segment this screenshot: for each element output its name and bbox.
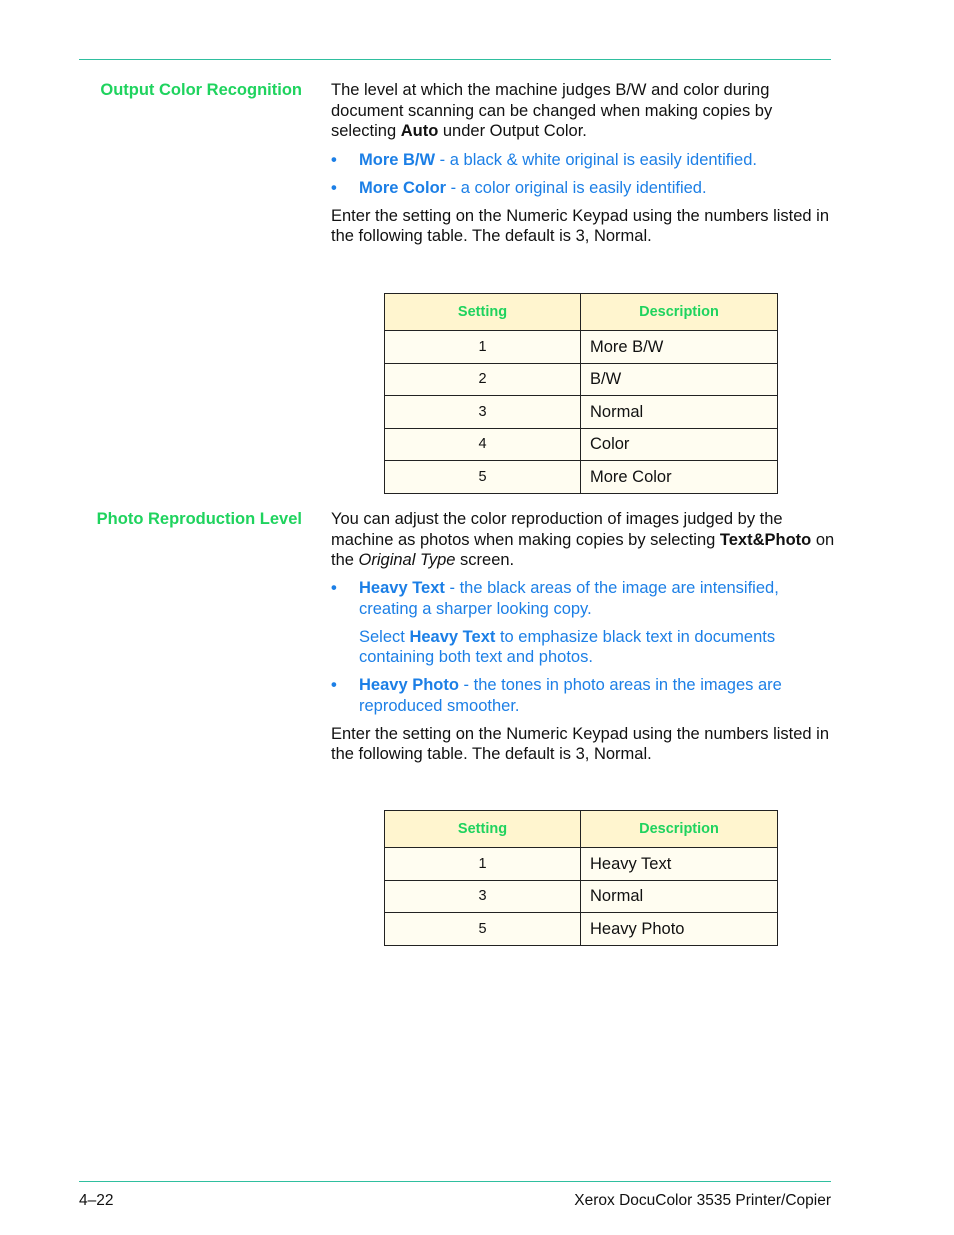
- note-text: to emphasize black text in documents containing both text and photos.: [359, 627, 776, 666]
- bullet-text: - a black & white original is easily identified.: [435, 150, 757, 169]
- table-header-row: [385, 294, 778, 331]
- note-text: Select: [359, 627, 410, 646]
- outro-paragraph: Enter the setting on the Numeric Keypad using the numbers listed in the following table. The default is 3, Normal.: [331, 724, 830, 763]
- page-number: 4–22: [79, 1192, 114, 1209]
- bullet-text: - a color original is easily identified.: [446, 178, 707, 197]
- settings-table-photo-reproduction: [384, 810, 778, 946]
- table-row: [385, 331, 778, 364]
- table-row: [385, 848, 778, 881]
- table-row: [385, 428, 778, 461]
- table-row: [385, 363, 778, 396]
- description-cell: More Color: [581, 461, 778, 494]
- description-cell: B/W: [581, 363, 778, 396]
- section-body-output-color-recognition: [331, 80, 836, 247]
- bullet-item: [331, 178, 836, 199]
- bullet-term: Heavy Text: [359, 579, 445, 597]
- intro-paragraph: [331, 80, 836, 142]
- intro-paragraph: [331, 509, 836, 571]
- outro-paragraph: Enter the setting on the Numeric Keypad using the numbers listed in the following table. The default is 3, Normal.: [331, 206, 830, 245]
- bullet-note: [331, 627, 836, 668]
- setting-cell: 2: [385, 363, 581, 396]
- setting-cell: 1: [385, 331, 581, 364]
- bullet-term: Heavy Photo: [359, 676, 459, 694]
- setting-cell: 1: [385, 848, 581, 881]
- intro-text: on the: [331, 530, 835, 569]
- bullet-text: - the tones in photo areas in the images are reproduced smoother.: [359, 676, 782, 715]
- section-heading-photo-reproduction-level: Photo Reproduction Level: [96, 510, 302, 528]
- intro-text: under Output Color.: [438, 122, 587, 140]
- bullet-text: - the black areas of the image are intensified, creating a sharper looking copy.: [359, 579, 779, 618]
- header-rule: [79, 59, 831, 60]
- description-cell: Heavy Text: [581, 848, 778, 881]
- settings-table-output-color: [384, 293, 778, 494]
- bullet-term: More B/W: [359, 150, 436, 169]
- intro-text: You can adjust the color reproduction of images judged by the machine as photos when making copies by selecting: [331, 510, 783, 549]
- description-cell: More B/W: [581, 331, 778, 364]
- table-row: [385, 461, 778, 494]
- setting-cell: 5: [385, 913, 581, 946]
- intro-bold-term: Auto: [400, 122, 439, 140]
- bullet-item: [331, 578, 836, 619]
- description-cell: Normal: [581, 396, 778, 429]
- intro-text: screen.: [455, 551, 515, 569]
- table-row: [385, 913, 778, 946]
- bullet-item: [331, 150, 836, 171]
- bullet-icon: •: [331, 178, 337, 197]
- description-cell: Color: [581, 428, 778, 461]
- bullet-icon: •: [331, 676, 337, 694]
- section-heading-output-color-recognition: Output Color Recognition: [100, 81, 302, 99]
- setting-cell: 5: [385, 461, 581, 494]
- description-cell: Normal: [581, 880, 778, 913]
- description-cell: Heavy Photo: [581, 913, 778, 946]
- product-name: Xerox DocuColor 3535 Printer/Copier: [574, 1192, 831, 1209]
- intro-italic-term: Original Type: [358, 551, 456, 569]
- column-header-description: Description: [581, 294, 778, 331]
- table-header-row: [385, 811, 778, 848]
- section-body-photo-reproduction-level: [331, 509, 836, 765]
- setting-cell: 3: [385, 396, 581, 429]
- bullet-item: [331, 675, 836, 716]
- footer-rule: [79, 1181, 831, 1182]
- bullet-term: More Color: [359, 178, 447, 197]
- column-header-description: Description: [581, 811, 778, 848]
- note-bold-term: Heavy Text: [409, 627, 496, 646]
- table-row: [385, 880, 778, 913]
- setting-cell: 4: [385, 428, 581, 461]
- intro-text: The level at which the machine judges B/W and color during document scanning can be changed when making copies by selecting: [331, 81, 773, 140]
- setting-cell: 3: [385, 880, 581, 913]
- column-header-setting: Setting: [385, 294, 581, 331]
- table-row: [385, 396, 778, 429]
- column-header-setting: Setting: [385, 811, 581, 848]
- bullet-icon: •: [331, 579, 337, 597]
- bullet-icon: •: [331, 150, 337, 169]
- intro-bold-term: Text&Photo: [719, 530, 812, 549]
